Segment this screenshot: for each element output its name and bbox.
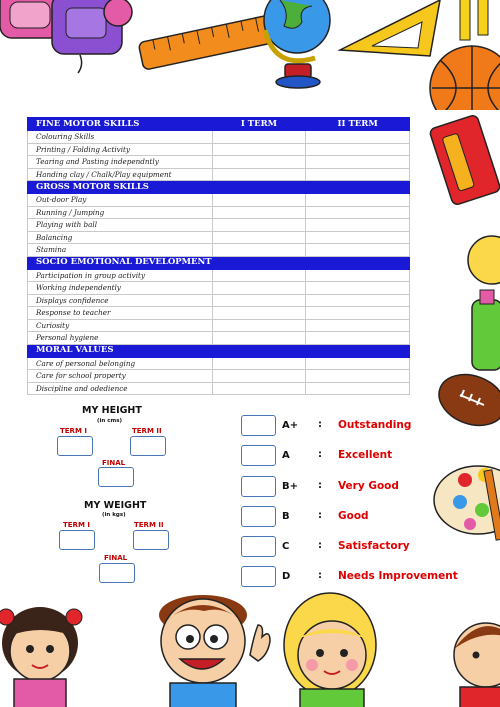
skill-label: Displays confidence <box>28 294 213 307</box>
term-column-header: I TERM <box>212 118 306 131</box>
grade-separator: : <box>318 419 322 430</box>
term2-grade-cell[interactable] <box>306 156 410 169</box>
term2-grade-cell[interactable] <box>306 332 410 345</box>
grade-code: B <box>282 511 290 522</box>
weight-term2-box[interactable] <box>133 530 169 550</box>
term1-grade-cell[interactable] <box>212 357 306 370</box>
skill-label: Playing with ball <box>28 219 213 232</box>
weight-final-label: FINAL <box>104 554 128 562</box>
section-title: MORAL VALUES <box>28 344 213 357</box>
grade-separator: : <box>318 570 322 581</box>
grade-box[interactable] <box>241 445 276 466</box>
term2-grade-cell[interactable] <box>306 294 410 307</box>
term1-grade-cell[interactable] <box>212 332 306 345</box>
skill-row <box>28 307 410 320</box>
grade-description: Satisfactory <box>338 540 410 552</box>
term2-grade-cell[interactable] <box>306 319 410 332</box>
term1-grade-cell[interactable] <box>212 382 306 395</box>
progress-table <box>27 117 410 395</box>
section-header-row <box>28 256 410 269</box>
term2-grade-cell[interactable] <box>306 219 410 232</box>
skill-label: Balancing <box>28 231 213 244</box>
term2-grade-cell[interactable] <box>306 143 410 156</box>
term2-grade-cell[interactable] <box>306 168 410 181</box>
skill-row <box>28 206 410 219</box>
weight-unit: (in kgs) <box>102 512 126 518</box>
skill-row <box>28 332 410 345</box>
grade-code: A <box>282 450 290 461</box>
grade-box[interactable] <box>241 415 276 436</box>
term2-grade-cell[interactable] <box>306 269 410 282</box>
grade-code: D <box>282 571 291 582</box>
toys-illustration-right <box>420 110 500 580</box>
skill-row <box>28 294 410 307</box>
skill-row <box>28 131 410 144</box>
term1-grade-cell[interactable] <box>212 206 306 219</box>
term1-grade-cell[interactable] <box>212 307 306 320</box>
section-title: GROSS MOTOR SKILLS <box>28 181 213 194</box>
skill-label: Care for school property <box>28 370 213 383</box>
term1-grade-cell[interactable] <box>212 143 306 156</box>
height-title: MY HEIGHT <box>82 405 142 416</box>
skill-label: Out-door Play <box>28 194 213 207</box>
skill-label: Discipline and odedience <box>28 382 213 395</box>
term1-grade-cell[interactable] <box>212 244 306 257</box>
weight-term1-box[interactable] <box>59 530 95 550</box>
section-header-row <box>28 181 410 194</box>
term2-grade-cell[interactable] <box>306 131 410 144</box>
skill-row <box>28 168 410 181</box>
section-title: FINE MOTOR SKILLS <box>28 118 213 131</box>
grade-code: C <box>282 541 290 552</box>
skill-label: Care of personal belonging <box>28 357 213 370</box>
skill-row <box>28 269 410 282</box>
term2-grade-cell[interactable] <box>306 307 410 320</box>
term1-grade-cell[interactable] <box>212 370 306 383</box>
height-term2-box[interactable] <box>130 436 166 456</box>
height-unit: (in cms) <box>97 418 123 424</box>
term-column-header <box>212 344 306 357</box>
skill-label: Participation in group activity <box>28 269 213 282</box>
skill-label: Curiosity <box>28 319 213 332</box>
term1-grade-cell[interactable] <box>212 294 306 307</box>
skill-label: Personal hygiene <box>28 332 213 345</box>
grade-description: Good <box>338 510 369 522</box>
skill-label: Printing / Folding Activity <box>28 143 213 156</box>
term1-grade-cell[interactable] <box>212 168 306 181</box>
skill-row <box>28 357 410 370</box>
term2-grade-cell[interactable] <box>306 370 410 383</box>
weight-term2-label: TERM II <box>134 521 164 529</box>
skill-label: Stamina <box>28 244 213 257</box>
term-column-header: II TERM <box>306 118 410 131</box>
term1-grade-cell[interactable] <box>212 194 306 207</box>
skill-label: Tearing and Pasting independntly <box>28 156 213 169</box>
grade-separator: : <box>318 510 322 521</box>
weight-term1-label: TERM I <box>63 521 90 529</box>
term1-grade-cell[interactable] <box>212 156 306 169</box>
section-header-row <box>28 344 410 357</box>
term-column-header <box>306 344 410 357</box>
skill-row <box>28 219 410 232</box>
section-header-row <box>28 118 410 131</box>
term1-grade-cell[interactable] <box>212 131 306 144</box>
term-column-header <box>306 181 410 194</box>
grade-code: B+ <box>282 481 299 492</box>
term2-grade-cell[interactable] <box>306 206 410 219</box>
grade-separator: : <box>318 480 322 491</box>
grade-box[interactable] <box>241 506 276 527</box>
term2-grade-cell[interactable] <box>306 357 410 370</box>
skill-label: Colouring Skills <box>28 131 213 144</box>
grade-box[interactable] <box>241 476 276 497</box>
section-title: SOCIO EMOTIONAL DEVELOPMENT <box>28 256 213 269</box>
term2-grade-cell[interactable] <box>306 282 410 295</box>
grade-separator: : <box>318 540 322 551</box>
skill-row <box>28 370 410 383</box>
grade-description: Very Good <box>338 480 399 492</box>
weight-final-box[interactable] <box>99 563 135 583</box>
grade-code: A+ <box>282 420 299 431</box>
grade-separator: : <box>318 449 322 460</box>
height-term1-label: TERM I <box>60 427 87 435</box>
weight-title: MY WEIGHT <box>84 500 147 511</box>
skill-row <box>28 282 410 295</box>
grade-box[interactable] <box>241 566 276 587</box>
skill-label: Handing clay / Chalk/Play equipment <box>28 168 213 181</box>
term1-grade-cell[interactable] <box>212 319 306 332</box>
skill-row <box>28 231 410 244</box>
grade-description: Excellent <box>338 449 393 461</box>
skill-row <box>28 143 410 156</box>
school-supplies-illustration <box>0 0 500 110</box>
grade-box[interactable] <box>241 536 276 557</box>
skill-row <box>28 244 410 257</box>
term1-grade-cell[interactable] <box>212 231 306 244</box>
term-column-header <box>306 256 410 269</box>
term1-grade-cell[interactable] <box>212 219 306 232</box>
grade-description: Needs Improvement <box>338 570 458 582</box>
skill-row <box>28 194 410 207</box>
height-final-box[interactable] <box>98 467 134 487</box>
term1-grade-cell[interactable] <box>212 269 306 282</box>
term2-grade-cell[interactable] <box>306 244 410 257</box>
term2-grade-cell[interactable] <box>306 194 410 207</box>
skill-label: Working independently <box>28 282 213 295</box>
term-column-header <box>212 256 306 269</box>
skill-label: Response to teacher <box>28 307 213 320</box>
term2-grade-cell[interactable] <box>306 231 410 244</box>
term1-grade-cell[interactable] <box>212 282 306 295</box>
grade-description: Outstanding <box>338 419 412 431</box>
height-final-label: FINAL <box>102 459 126 467</box>
skill-row <box>28 319 410 332</box>
term-column-header <box>212 181 306 194</box>
term2-grade-cell[interactable] <box>306 382 410 395</box>
height-term1-box[interactable] <box>57 436 93 456</box>
skill-row <box>28 382 410 395</box>
skill-row <box>28 156 410 169</box>
height-term2-label: TERM II <box>132 427 162 435</box>
skill-label: Running / Jumping <box>28 206 213 219</box>
